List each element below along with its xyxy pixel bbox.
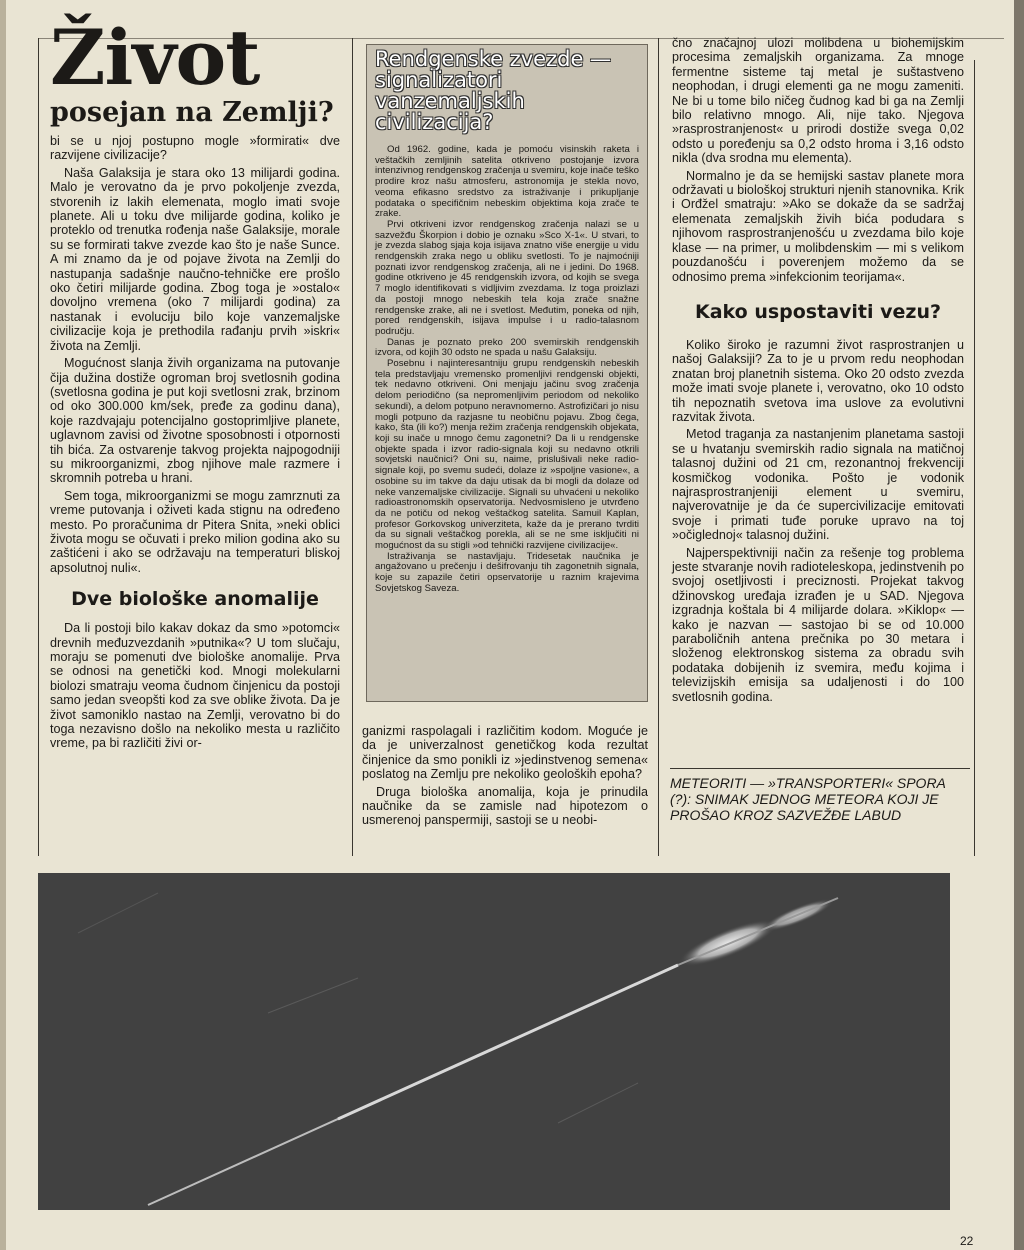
column-rule-left — [38, 38, 39, 856]
section-heading-how-to-connect: Kako uspostaviti vezu? — [694, 300, 942, 323]
page-edge-left — [0, 0, 6, 1250]
paragraph: ganizmi raspolagali i različitim kodom. Moguće je da je univerzalnost genetičkog koda rezultat činjenice da smo ponikli iz »jedinstvenog semena« poslatog na Zemlju pre nekoliko geoloških epoha? — [362, 724, 648, 782]
paragraph: bi se u njoj postupno mogle »formirati« dve razvijene civilizacije? — [50, 134, 340, 163]
paragraph: Normalno je da se hemijski sastav planete mora održavati u biološkoj strukturi njenih stanovnika. Krik i Orđžel smatraju: »Ako se dokaže da se sadržaj elemenata zemaljskih živih bića podudara s njihovom rasprostranjenošću u zvezdama bilo koje klase — na primer, u molibdenskim — mi s velikom pouzdanošću i poverenjem možemo da se odnosimo prema »infekcionim teorijama«. — [672, 168, 964, 284]
paragraph: Druga biološka anomalija, koja je prinudila naučnike da se zamisle nad hipotezom o usmerenoj panspermiji, sastoji se u neobi- — [362, 784, 648, 828]
photo-caption: METEORITI — »TRANSPORTERI« SPORA (?): SNIMAK JEDNOG METEORA KOJI JE PROŠAO KROZ SAZVEŽĐE LABUD — [670, 775, 946, 823]
article-title: Život — [50, 13, 260, 102]
column-rule-2 — [658, 38, 659, 856]
section-heading-biological-anomalies: Dve biološke anomalije — [71, 588, 319, 611]
paragraph: Sem toga, mikroorganizmi se mogu zamrznuti za vreme putovanja i oživeti kada stignu na određeno mesto. Po proračunima dr Pitera Snita, »neki oblici života mogu se očuvati i preko milion godina ako su zaštićeni i ako se održavaju na temperaturi bliskoj apsolutnoj nuli«. — [50, 488, 340, 575]
column-rule-1 — [352, 38, 353, 856]
sidebar-paragraph: Istraživanja se nastavljaju. Tridesetak naučnika je angažovano u prečenju i dešifrovanju tih zagonetnih signala, koje su zapazile četiri opservatorije u raznim krajevima Sovjetskog Saveza. — [375, 550, 639, 594]
article-subtitle: posejan na Zemlji? — [50, 97, 334, 128]
column-rule-right — [974, 60, 975, 856]
paragraph: Naša Galaksija je stara oko 13 milijardi godina. Malo je verovatno da je prvo pokoljenje zvezda, stvorenih iz lakih elemenata, moglo imati svoje planete. Ali u toku dve milijarde godina, koliko je proteklo od trenutka rođenja naše Galaksije, morale su se formirati takve zvezde kao što je naše Sunce. A mi znamo da je od pojave života na Zemlji do nastupanja sadašnje naučno-tehničke ere prošlo oko četiri milijarde godina. Zbog toga je »ostalo« dovoljno vremena (oko 7 milijardi godina) za nastanak i evoluciju bilo koje vanzemaljske civilizacije koja je prethodila rađanju prvih »iskri« života na Zemlji. — [50, 165, 340, 353]
sidebar-paragraph: Danas je poznato preko 200 svemirskih rendgenskih izvora, od kojih 30 odsto ne spada u našu Galaksiju. — [375, 336, 639, 359]
article-column-2 — [362, 724, 648, 831]
meteor-streak-image — [38, 873, 950, 1210]
page-number: 22 — [960, 1234, 974, 1248]
paragraph: Metod traganja za nastanjenim planetama sastoji se u hvatanju svemirskih radio signala na matičnoj talasnoj dužini od 21 cm, rezonantnoj frekvenciji kosmičkog vodonika. Pošto je vodonik najrasprostranjeniji element u svemiru, najverovatnije je da će supercivilizacije emitovati svoje i primati tuđe poruke upravo na toj »očiglednoj« talasnoj dužini. — [672, 427, 964, 543]
sidebar-paragraph: Prvi otkriveni izvor rendgenskog zračenja nalazi se u sazvežđu Škorpion i dobio je oznaku »Sco X-1«. U stvari, to je zvezda slabog sjaja koja isijava znatno više energije u vidu rendgenskih zraka nego u obliku svetlosti. To je najmoćniji poznati izvor rendgenskog zračenja, ali ne i jedini. Do 1968. godine otkriveno je 45 rendgenskih izvora, od kojih se svega 7 moglo identifikovati s vidljivim zvezdama. Iz toga proizlazi da postoji mnogo nebeskih tela koja zrače snažne rendgenske zrake, ali ne i svetlost. Međutim, poneka od njih, pored rendgenskih, isijava impulse i u radio-talasnom području. — [375, 218, 639, 337]
article-column-1 — [50, 13, 340, 754]
sidebar-title: Rendgenske zvezde — signalizatori vanzemaljskih civilizacija? — [375, 47, 612, 134]
paragraph: Najperspektivniji način za rešenje tog problema jeste stvaranje novih radioteleskopa, jedinstvenih po svojoj osetljivosti i preciznosti. Projekat takvog džinovskog uređaja izrađen je u SAD. Njegova izgradnja koštala bi 4 milijarde dolara. »Kiklop« — kako je nazvan — sastojao bi se od 10.000 paraboličnih antena prečnika po 30 metara i složenog elektronskog sistema za obradu svih podataka dobijenih iz svemira, među kojima i televizijskih emisija sa udaljenosti i do 100 svetlosnih godina. — [672, 545, 964, 704]
paragraph: Koliko široko je razumni život rasprostranjen u našoj Galaksiji? Za to je u prvom redu neophodan znatan broj planetnih sistema. Oko 20 odsto zvezda može imati svoje planete i, verovatno, oko 10 odsto tih nepoznatih svetova ima uslove za evolutivni razvitak života. — [672, 337, 964, 424]
sidebar-box-xray-stars — [366, 44, 648, 702]
article-column-3 — [672, 36, 964, 707]
paragraph: Da li postoji bilo kakav dokaz da smo »potomci« drevnih međuzvezdanih »putnika«? U tom slučaju, moraju se pomenuti dve biološke anomalije. Prva se odnosi na genetički kod. Mnogi molekularni biolozi smatraju veoma čudnom činjenicu da postoji samo jedan sveopšti kod za sve oblike života. Da je život samoniklo nastao na Zemlji, verovatno bi do toga nezavisno došlo na nekoliko mesta u različito vreme, pa bi različiti živi or- — [50, 621, 340, 751]
page-binding-edge — [1014, 0, 1024, 1250]
paragraph: čno značajnoj ulozi molibdena u biohemijskim procesima zemaljskih organizama. Za mnoge fermentne sisteme taj metal je suštastveno neophodan, i drugi elementi ga ne mogu zameniti. Ne bi u tome bilo ničeg čudnog kad bi ga na Zemlji bilo relativno mnogo. Ali, nije tako. Njegova »rasprostranjenost« u prirodi dostiže svega 0,02 odsto u poređenju sa 0,2 odsto hroma i 3,16 odsto nikla (dva srodna mu elementa). — [672, 36, 964, 166]
sidebar-body — [375, 145, 639, 595]
sidebar-paragraph: Od 1962. godine, kada je pomoću visinskih raketa i veštačkih zemljinih satelita otkriveno postojanje izvora intenzivnog rendgenskog zračenja u svemiru, koje inače teško prodire kroz našu atmosferu, astronomija je stekla novo, veoma efikasno sredstvo za istraživanje i prikupljanje podataka o specifičnim nebeskim objektima koja zrače te zrake. — [375, 144, 639, 220]
paragraph: Mogućnost slanja živih organizama na putovanje čija dužina dostiže ogroman broj svetlosnih godina (svetlosna godina je put koji svetlosni zrak, brzinom od oko 300.000 km/sek, pređe za godinu dana), koje razdvajaju potencijalno gostoprimljive planete, uglavnom zavisi od životne sposobnosti i otpornosti tih bića. Za ostvarenje takvog projekta najpogodniji su mikroorganizmi, zbog njihove male razmere i skromnih potreba u hrani. — [50, 356, 340, 486]
meteor-photo — [38, 873, 950, 1210]
sidebar-paragraph: Posebnu i najinteresantniju grupu rendgenskih nebeskih tela predstavljaju vremensko promenljivi rendgenski objekti, tek nedavno otkriveni. Oni menjaju jačinu svog zračenja delom periodično (sa nepromenljivim periodom od nekoliko sekundi), a delom potpuno neravnomerno. Astrofizičari jo nisu mogli potpuno da razjasne tu neobičnu pojavu. Zbog čega, kako, šta (ili ko?) menja režim zračenja rendgenskih objekata, koji su inače u mnogo čemu zagonetni? Da li u rendgenske objekte spada i izvor radio-signala koji su nedavno otkrili sovjetski naučnici? Oni su, naime, prislušivali neke radio-signale koji, po svemu sudeći, dolaze iz »spoljne vasione«, a osobine su im takve da daju utisak da bi mogli da dolaze od neke vanzemaljske civilizacije. Signali su uhvaćeni u nekoliko radioastronomskih opservatorija. Nedvosmisleno je utvrđeno da ne potiču od nekog veštačkog satelita. Samuil Kaplan, profesor Gorkovskog univerziteta, kaže da je prerano tvrditi da su signali veštačkog porekla, ali se ne sme isključiti ni mogućnost da su stigli »od tehnički razvijene civilizacije«. — [375, 358, 639, 552]
caption-rule — [670, 768, 970, 769]
